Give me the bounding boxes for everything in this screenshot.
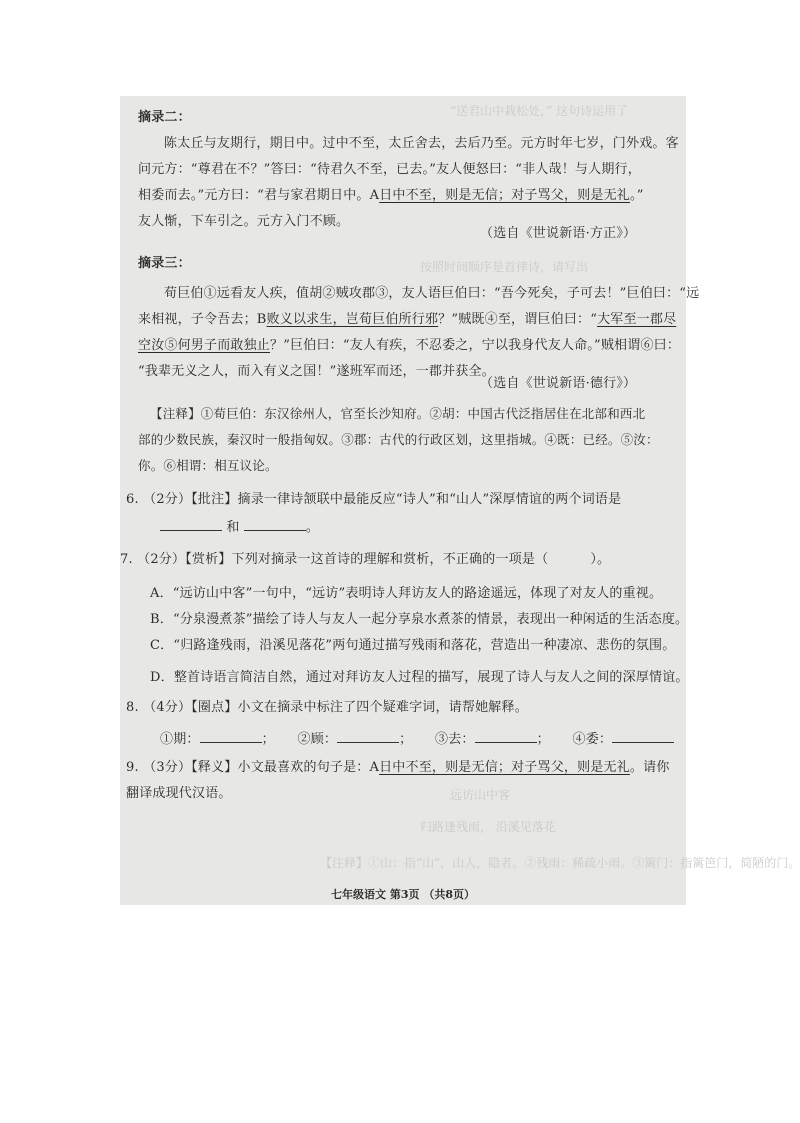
excerpt3-line: 荀巨伯①远看友人疾，值胡②贼攻郡③，友人语巨伯曰：“吾今死矣，子可去！”巨伯曰：“远 xyxy=(164,286,700,301)
excerpt2-source: （选自《世说新语·方正》） xyxy=(480,226,637,241)
excerpt2-heading: 摘录二： xyxy=(138,110,191,125)
scanned-page xyxy=(120,96,800,905)
page-footer: 七年级语文 第3页 （共8页） xyxy=(331,888,475,901)
excerpt2-line: 问元方：“尊君在不？”答曰：“待君久不至，已去。”友人便怒曰：“非人哉！与人期行， xyxy=(138,162,641,177)
answer-blank[interactable] xyxy=(337,730,399,743)
question-9-line: 翻译成现代汉语。 xyxy=(126,786,232,801)
option-a[interactable]: A．“远访山中客”一句中，“远访”表明诗人拜访友人的路途遥远，体现了对友人的重视。 xyxy=(150,586,663,601)
question-8: 8. （4分）【圈点】小文在摘录中标注了四个疑难字词，请帮她解释。 xyxy=(126,700,528,715)
question-9: 9. （3分）【释义】小文最喜欢的句子是：A日中不至，则是无信；对子骂父，则是无礼。请你 xyxy=(126,760,670,775)
underlined-sentence-a: 日中不至，则是无信；对子骂父，则是无礼 xyxy=(379,188,630,203)
bleed-through-text: 按照时间顺序是首律诗，请写出 xyxy=(420,260,589,274)
answer-blank[interactable] xyxy=(160,518,222,531)
excerpt3-line: 来相视，子令吾去；B败义以求生，岂荀巨伯所行邪？”贼既④至，谓巨伯曰：“大军至一郡尽 xyxy=(138,312,677,327)
excerpt2-line: 友人惭，下车引之。元方入门不顾。 xyxy=(138,214,350,229)
annotation-line: 你。⑥相谓：相互议论。 xyxy=(138,458,278,473)
answer-blank[interactable] xyxy=(200,730,262,743)
excerpt3-source: （选自《世说新语·德行》） xyxy=(480,376,637,391)
underlined-sentence: 大军至一郡尽 xyxy=(597,312,677,327)
underlined-sentence: 空汝⑤何男子而敢独止 xyxy=(138,338,271,353)
answer-blank[interactable] xyxy=(612,730,674,743)
question-6-answer: 和 。 xyxy=(160,518,319,536)
underlined-sentence-a: 日中不至，则是无信；对子骂父，则是无礼 xyxy=(379,760,630,775)
answer-blank[interactable] xyxy=(475,730,537,743)
option-d[interactable]: D．整首诗语言简洁自然，通过对拜访友人过程的描写，展现了诗人与友人之间的深厚情谊。 xyxy=(150,670,689,685)
excerpt3-line: 空汝⑤何男子而敢独止？”巨伯曰：“友人有疾，不忍委之，宁以我身代友人命。”贼相谓⑥曰： xyxy=(138,338,681,353)
question-6: 6. （2分）【批注】摘录一律诗颔联中最能反应“诗人”和“山人”深厚情谊的两个词语是 xyxy=(126,492,622,507)
annotation-line: 【注释】①荀巨伯：东汉徐州人，官至长沙知府。②胡：中国古代泛指居住在北部和西北 xyxy=(150,406,646,421)
excerpt2-line: 相委而去。”元方曰：“君与家君期日中。A日中不至，则是无信；对子骂父，则是无礼。” xyxy=(138,188,644,203)
excerpt3-line: “我辈无义之人，而入有义之国！”遂班军而还，一郡并获全。 xyxy=(138,364,495,379)
annotation-line: 部的少数民族，秦汉时一般指匈奴。③郡：古代的行政区划，这里指城。④既：已经。⑤汝： xyxy=(138,432,659,447)
option-c[interactable]: C．“归路逢残雨，沿溪见落花”两句通过描写残雨和落花，营造出一种凄凉、悲伤的氛围。 xyxy=(150,638,676,653)
bleed-through-text: 归路逢残雨， 沿溪见落花 xyxy=(420,820,556,834)
answer-blank[interactable] xyxy=(244,518,306,531)
bleed-through-text: 远访山中客 xyxy=(450,788,511,802)
option-b[interactable]: B．“分泉漫煮茶”描绘了诗人与友人一起分享泉水煮茶的情景，表现出一种闲适的生活态度。 xyxy=(150,612,689,627)
bleed-through-text: 【注释】①山：指“山”，山人，隐者。②残雨：稀疏小雨。③篱门：指篱笆门，简陋的门。 xyxy=(320,856,800,870)
question-7: 7. （2分）【赏析】下列对摘录一这首诗的理解和赏析，不正确的一项是（ ）。 xyxy=(120,552,611,567)
bleed-through-text: “送君山中栽松处，” 这句诗运用了 xyxy=(450,104,629,118)
question-8-items: ①期： ； ②顾： ； ③去： ； ④委： xyxy=(160,730,674,748)
underlined-sentence-b: 败义以求生，岂荀巨伯所行邪 xyxy=(266,312,439,327)
excerpt2-line: 陈太丘与友期行，期日中。过中不至，太丘舍去，去后乃至。元方时年七岁，门外戏。客 xyxy=(164,136,679,151)
excerpt3-heading: 摘录三： xyxy=(138,256,191,271)
